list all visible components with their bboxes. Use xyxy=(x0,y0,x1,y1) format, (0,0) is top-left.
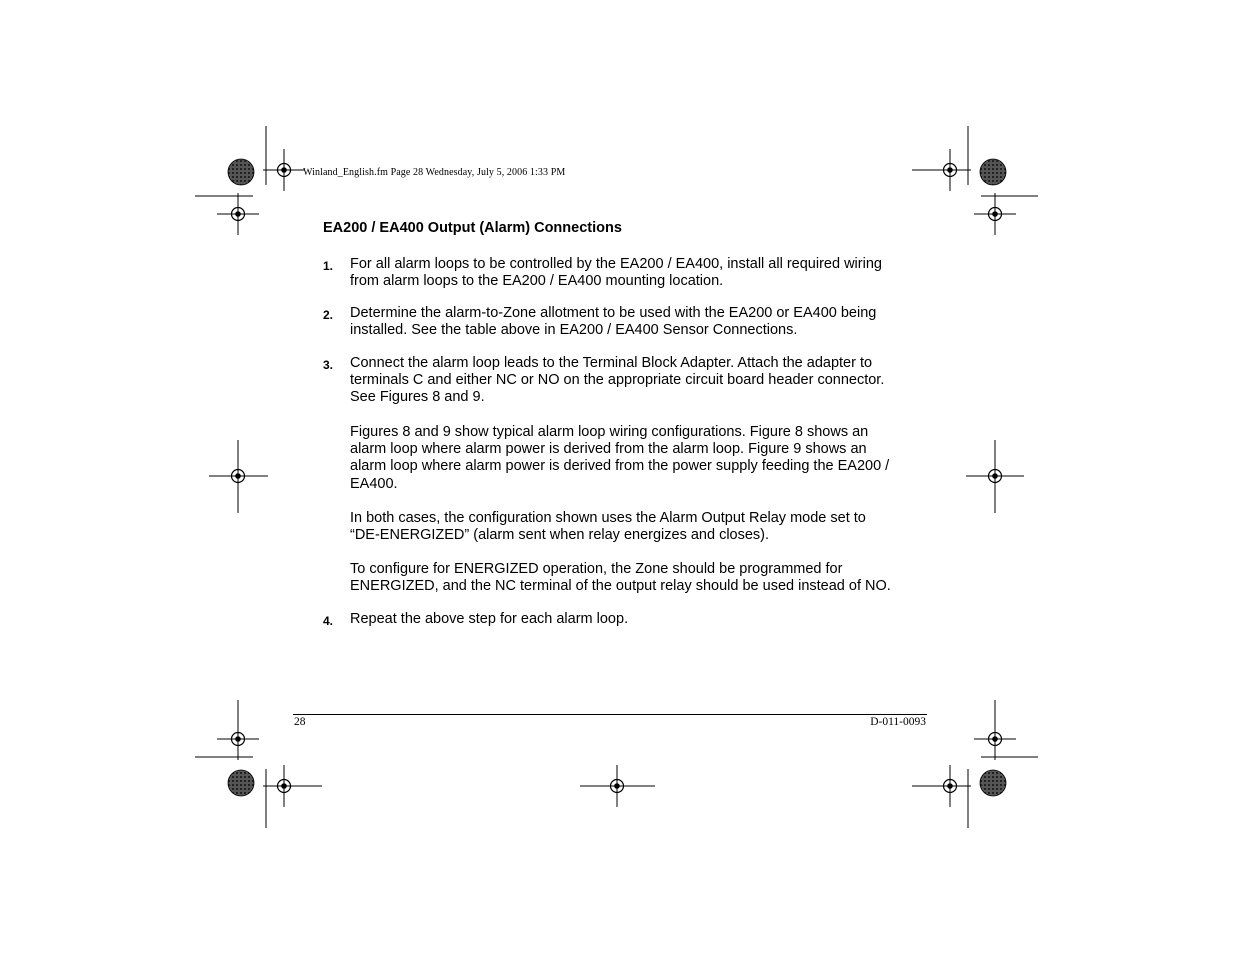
page-number: 28 xyxy=(294,716,306,728)
step-text xyxy=(350,611,940,628)
text-line: alarm loop where alarm power is derived from the power supply feeding the EA200 / xyxy=(350,458,890,475)
text-line: alarm loop where alarm power is derived from the alarm loop. Figure 9 shows an xyxy=(350,441,867,458)
text-line: terminals C and either NC or NO on the appropriate circuit board header connector. xyxy=(350,372,885,389)
step-text xyxy=(350,305,940,339)
step-number: 1. xyxy=(323,259,334,273)
text-line: “DE-ENERGIZED” (alarm sent when relay energizes and closes). xyxy=(350,527,770,544)
text-line: Connect the alarm loop leads to the Terminal Block Adapter. Attach the adapter to xyxy=(350,355,873,371)
step-text xyxy=(350,355,940,407)
text-line: from alarm loops to the EA200 / EA400 mounting location. xyxy=(350,273,724,290)
text-line: Figures 8 and 9 show typical alarm loop wiring configurations. Figure 8 shows an xyxy=(350,424,869,440)
text-line: In both cases, the configuration shown uses the Alarm Output Relay mode set to xyxy=(350,510,866,526)
text-line: Repeat the above step for each alarm loop. xyxy=(350,611,629,627)
step-number: 2. xyxy=(323,308,334,322)
framemaker-header: Winland_English.fm Page 28 Wednesday, July 5, 2006 1:33 PM xyxy=(303,167,566,178)
step-text xyxy=(350,256,940,290)
text-line: EA400. xyxy=(350,475,398,492)
text-line: ENERGIZED, and the NC terminal of the output relay should be used instead of NO. xyxy=(350,578,891,595)
document-number: D-011-0093 xyxy=(870,716,926,728)
step-sub-paragraph xyxy=(350,510,940,544)
text-line: To configure for ENERGIZED operation, the Zone should be programmed for xyxy=(350,561,843,577)
step-sub-paragraph xyxy=(350,424,940,493)
text-line: For all alarm loops to be controlled by the EA200 / EA400, install all required wiring xyxy=(350,256,882,272)
step-number: 4. xyxy=(323,614,334,628)
text-line: See Figures 8 and 9. xyxy=(350,389,485,406)
footer-rule xyxy=(293,714,927,715)
text-line: installed. See the table above in EA200 / EA400 Sensor Connections. xyxy=(350,322,798,339)
step-number: 3. xyxy=(323,358,334,372)
text-line: Determine the alarm-to-Zone allotment to be used with the EA200 or EA400 being xyxy=(350,305,877,321)
step-sub-paragraph xyxy=(350,561,940,595)
section-title: EA200 / EA400 Output (Alarm) Connections xyxy=(323,220,622,236)
